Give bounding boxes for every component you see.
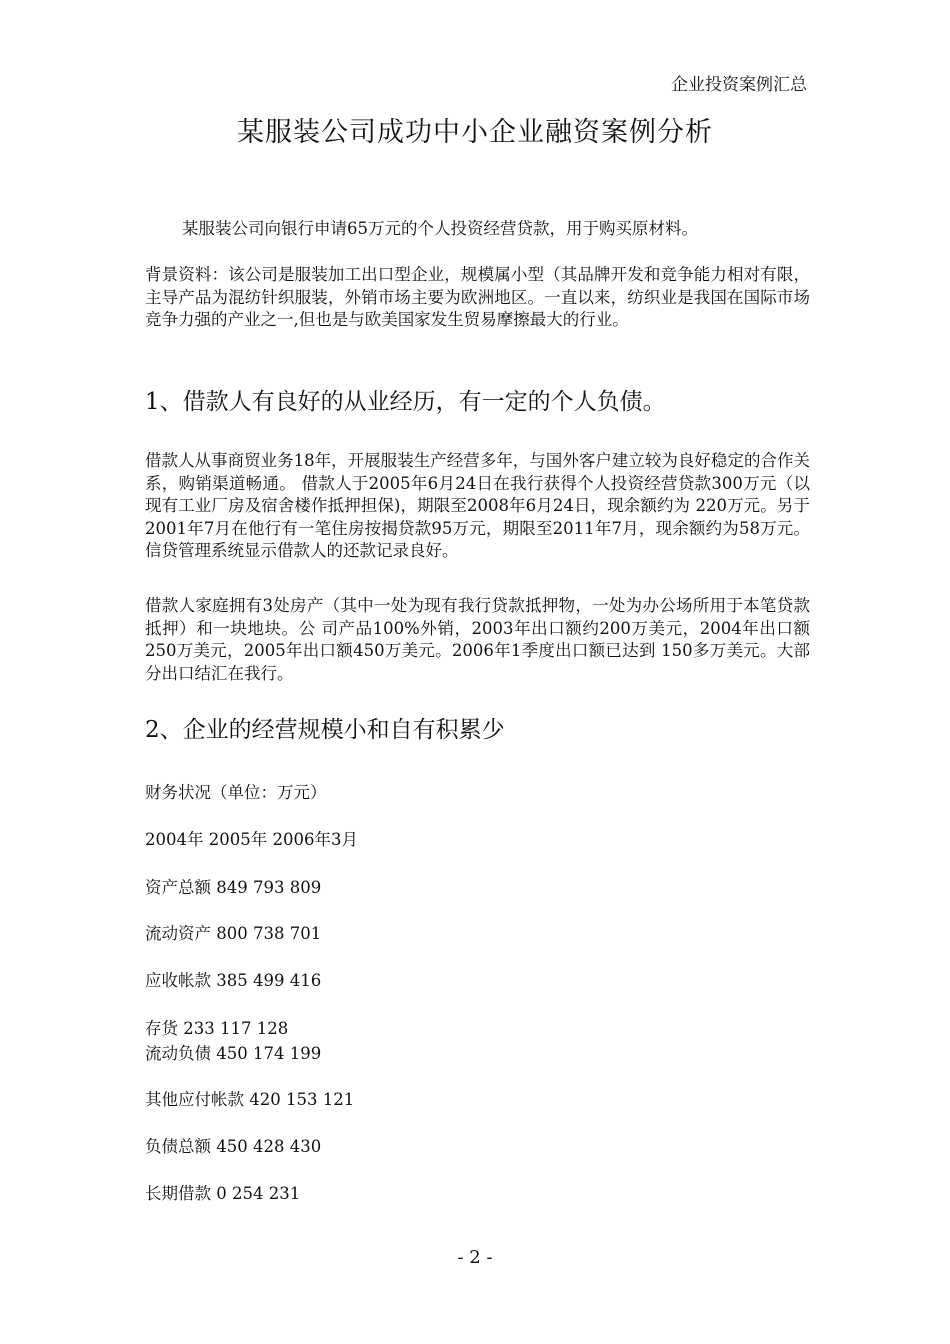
financial-row: 资产总额 849 793 809 (145, 878, 322, 897)
background-paragraph: 背景资料：该公司是服装加工出口型企业，规模属小型（其品牌开发和竞争能力相对有限，主导产品为混纺针织服装，外销市场主要为欧洲地区。一直以来，纺织业是我国在国际市场竞争力强的产业之一,但也是与欧美国家发生贸易摩擦最大的行业。 (145, 265, 810, 329)
running-header: 企业投资案例汇总 (671, 75, 807, 95)
section-1-paragraph-1: 借款人从事商贸业务18年，开展服装生产经营多年，与国外客户建立较为良好稳定的合作关系，购销渠道畅通。 借款人于2005年6月24日在我行获得个人投资经营贷款300万元（以现有工业厂房及宿舍楼作抵押担保)，期限至2008年6月24日，现余额约为 220万元。另于2001年7月在他行有一笔住房按揭贷款95万元，期限至2011年7月，现余额约为58万元。信贷管理系统显示借款人的还款记录良好。 (145, 451, 810, 560)
financial-row: 长期借款 0 254 231 (145, 1184, 301, 1203)
section-2-heading: 2、企业的经营规模小和自有积累少 (145, 717, 505, 743)
financial-row: 流动负债 450 174 199 (145, 1044, 322, 1063)
section-1-paragraph-2: 借款人家庭拥有3处房产（其中一处为现有我行贷款抵押物，一处为办公场所用于本笔贷款抵押）和一块地块。公 司产品100%外销，2003年出口额约200万美元，2004年出口额250万美元，2005年出口额450万美元。2006年1季度出口额已达到 150多万美元。大部分出口结汇在我行。 (145, 596, 810, 683)
section-1-heading: 1、借款人有良好的从业经历，有一定的个人负债。 (145, 389, 666, 415)
financial-row: 负债总额 450 428 430 (145, 1137, 322, 1156)
intro-paragraph: 某服装公司向银行申请65万元的个人投资经营贷款，用于购买原材料。 (182, 219, 698, 238)
financial-row: 应收帐款 385 499 416 (145, 971, 322, 990)
financial-caption: 财务状况（单位：万元） (145, 783, 327, 802)
financial-row: 存货 233 117 128 (145, 1019, 289, 1038)
page-title: 某服装公司成功中小企业融资案例分析 (237, 117, 713, 148)
financial-year-header: 2004年 2005年 2006年3月 (145, 830, 358, 849)
financial-row: 其他应付帐款 420 153 121 (145, 1090, 355, 1109)
page-number: - 2 - (457, 1247, 493, 1268)
financial-row: 流动资产 800 738 701 (145, 924, 322, 943)
